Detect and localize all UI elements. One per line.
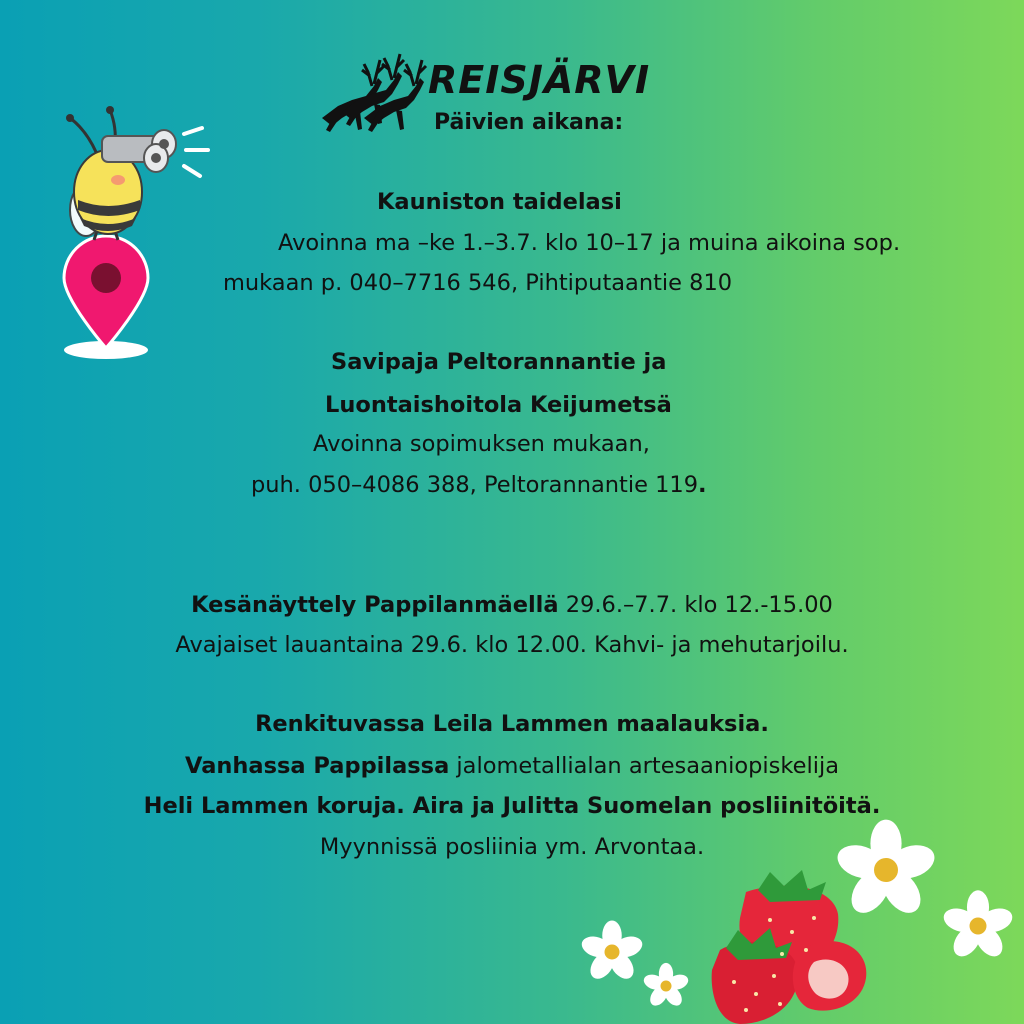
- reindeer-logo-icon: [318, 36, 438, 136]
- kesanayttely-title: Kesänäyttely Pappilanmäellä: [191, 592, 559, 618]
- logo: [318, 36, 651, 136]
- renkituva-line-2-rest: jalometallialan artesaaniopiskelija: [449, 753, 839, 779]
- renkituva-line-3: Heli Lammen koruja. Aira ja Julitta Suomelan posliinitöitä.: [143, 793, 881, 819]
- kesanayttely-line-1: [0, 594, 1024, 617]
- bee-binoculars-pin-icon: [56, 100, 236, 365]
- kauniston-title: Kauniston taidelasi: [377, 189, 622, 215]
- kesanayttely-line-2: Avajaiset lauantaina 29.6. klo 12.00. Kahvi- ja mehutarjoilu.: [175, 632, 849, 658]
- renkituva-line-1: Renkituvassa Leila Lammen maalauksia.: [255, 711, 769, 737]
- savipaja-title-1: Savipaja Peltorannantie ja: [331, 349, 667, 375]
- kauniston-line-1: Avoinna ma –ke 1.–3.7. klo 10–17 ja muina aikoina sop.: [278, 230, 901, 256]
- page-subtitle: Päivien aikana:: [434, 110, 624, 135]
- renkituva-line-4: Myynnissä posliinia ym. Arvontaa.: [319, 834, 705, 860]
- renkituva-line-2-bold: Vanhassa Pappilassa: [185, 753, 450, 779]
- savipaja-line-1: Avoinna sopimuksen mukaan,: [313, 431, 650, 457]
- savipaja-line-2-text: puh. 050–4086 388, Peltorannantie 119: [251, 472, 699, 498]
- renkituva-line-2: [0, 755, 1024, 778]
- strawberries-flowers-decoration-icon: [570, 810, 1024, 1024]
- kauniston-line-2: mukaan p. 040–7716 546, Pihtiputaantie 810: [223, 270, 733, 296]
- savipaja-title-2: Luontaishoitola Keijumetsä: [325, 392, 672, 418]
- savipaja-line-2: [251, 474, 707, 497]
- savipaja-line-2-dot: .: [698, 472, 707, 498]
- logo-text: REISJÄRVI: [428, 58, 651, 102]
- kesanayttely-dates: 29.6.–7.7. klo 12.-15.00: [558, 592, 833, 618]
